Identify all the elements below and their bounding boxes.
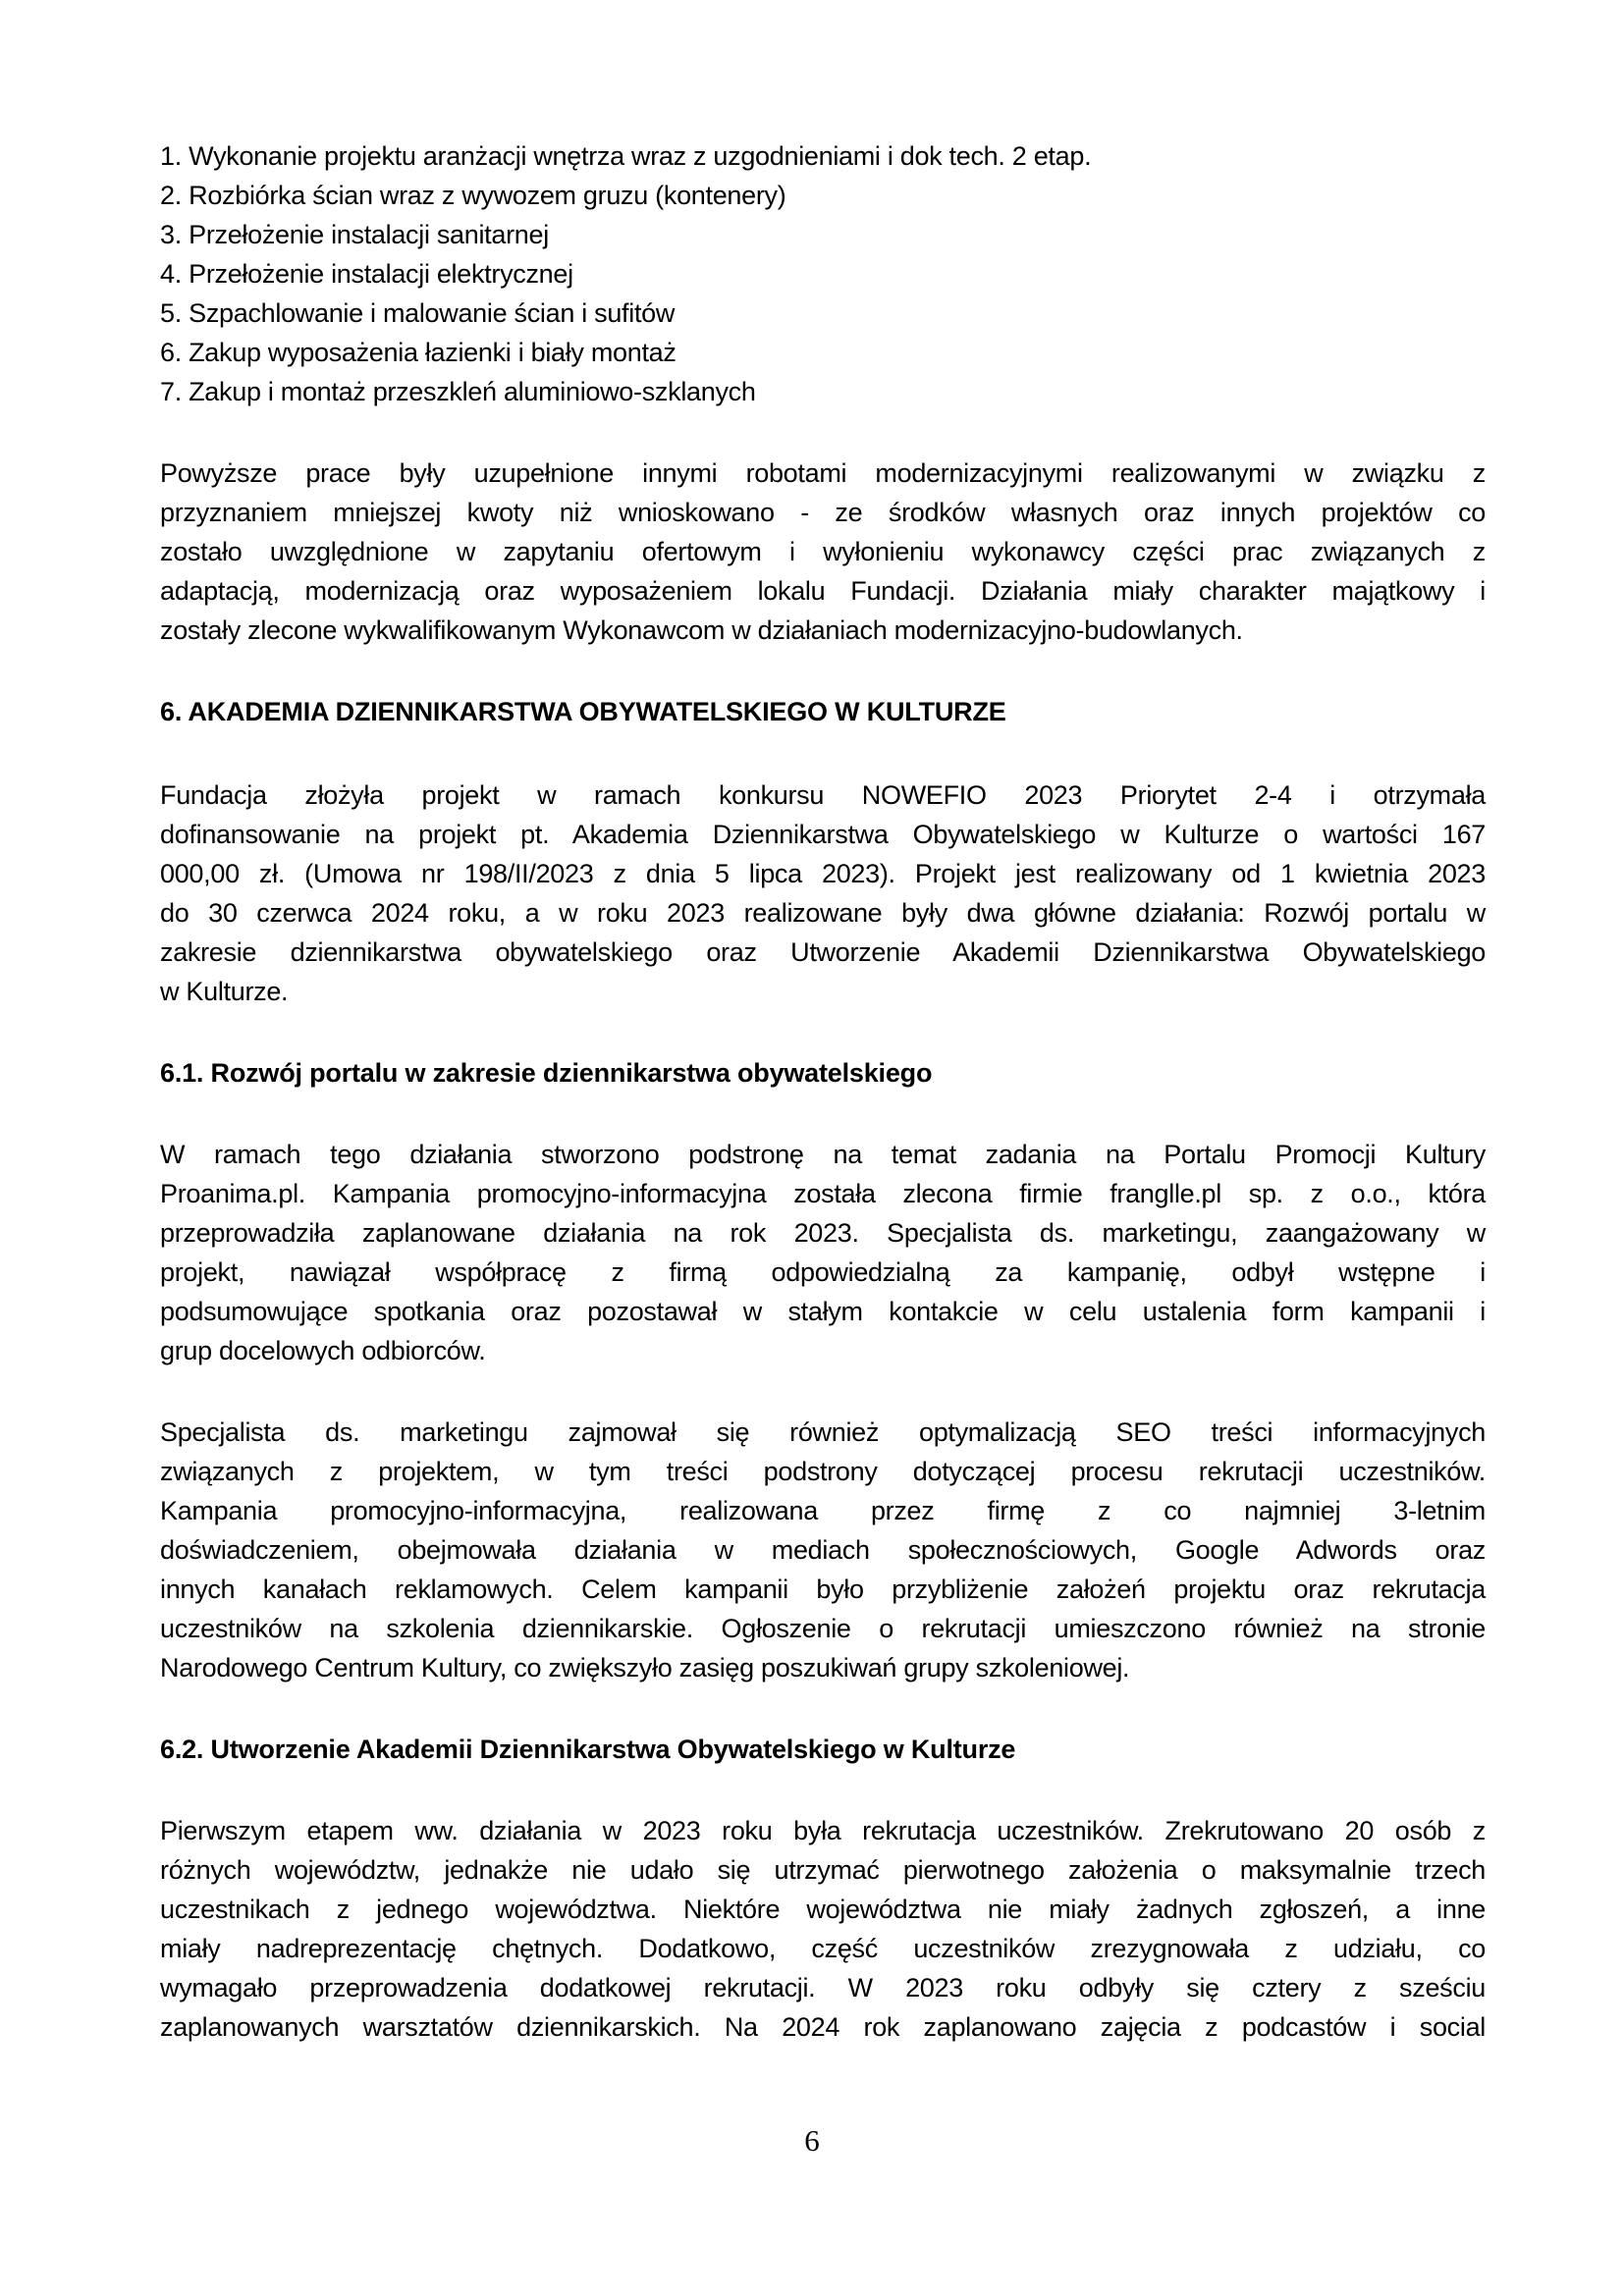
text-line: dofinansowanie na projekt pt. Akademia Dziennikarstwa Obywatelskiego w Kulturze o wartości 167 <box>160 820 1486 849</box>
text-line: Proanima.pl. Kampania promocyjno-informacyjna została zlecona firmie franglle.pl sp. z o.o., która <box>160 1179 1486 1208</box>
text-line: projekt, nawiązał współpracę z firmą odpowiedzialną za kampanię, odbył wstępne i <box>160 1257 1486 1287</box>
paragraph-powyzsze-prace <box>160 454 1486 650</box>
text-line: 4. Przełożenie instalacji elektrycznej <box>160 259 573 289</box>
text-line: 5. Szpachlowanie i malowanie ścian i sufitów <box>160 298 676 328</box>
page-number: 6 <box>804 2123 820 2158</box>
section-6-1-heading: 6.1. Rozwój portalu w zakresie dziennikarstwa obywatelskiego <box>160 1058 933 1088</box>
text-line: 1. Wykonanie projektu aranżacji wnętrza wraz z uzgodnieniami i dok tech. 2 etap. <box>160 141 1092 171</box>
text-line: uczestników na szkolenia dziennikarskie. Ogłoszenie o rekrutacji umieszczono również na stronie <box>160 1614 1486 1643</box>
text-line: Powyższe prace były uzupełnione innymi robotami modernizacyjnymi realizowanymi w związku z <box>160 458 1486 488</box>
text-line: miały nadreprezentację chętnych. Dodatkowo, część uczestników zrezygnowała z udziału, co <box>160 1934 1486 1963</box>
text-line: Specjalista ds. marketingu zajmował się również optymalizacją SEO treści informacyjnych <box>160 1417 1486 1447</box>
text-line: przeprowadziła zaplanowane działania na rok 2023. Specjalista ds. marketingu, zaangażowany w <box>160 1218 1486 1248</box>
text-line: różnych województw, jednakże nie udało się utrzymać pierwotnego założenia o maksymalnie trzech <box>160 1855 1486 1885</box>
text-line: 6. Zakup wyposażenia łazienki i biały montaż <box>160 338 677 367</box>
paragraph-fundacja-zlozyla <box>160 775 1486 1011</box>
text-line: zostało uwzględnione w zapytaniu ofertowym i wyłonieniu wykonawcy części prac związanych z <box>160 537 1486 566</box>
text-line: 3. Przełożenie instalacji sanitarnej <box>160 220 549 249</box>
paragraph-w-ramach <box>160 1135 1486 1370</box>
text-line: grup docelowych odbiorców. <box>160 1336 486 1365</box>
document-content <box>160 136 1486 2089</box>
text-line: W ramach tego działania stworzono podstronę na temat zadania na Portalu Promocji Kultury <box>160 1140 1486 1169</box>
text-line: Pierwszym etapem ww. działania w 2023 roku była rekrutacja uczestników. Zrekrutowano 20 osób z <box>160 1816 1486 1845</box>
text-line: do 30 czerwca 2024 roku, a w roku 2023 realizowane były dwa główne działania: Rozwój portalu w <box>160 898 1486 928</box>
section-6-heading: 6. AKADEMIA DZIENNIKARSTWA OBYWATELSKIEGO W KULTURZE <box>160 697 1006 726</box>
text-line: innych kanałach reklamowych. Celem kampanii było przybliżenie założeń projektu oraz rekrutacja <box>160 1575 1486 1604</box>
text-line: wymagało przeprowadzenia dodatkowej rekrutacji. W 2023 roku odbyły się cztery z sześciu <box>160 1973 1486 2002</box>
text-line: zaplanowanych warsztatów dziennikarskich. Na 2024 rok zaplanowano zajęcia z podcastów i social <box>160 2012 1486 2042</box>
paragraph-pierwszym-etapem <box>160 1811 1486 2047</box>
text-line: Narodowego Centrum Kultury, co zwiększyło zasięg poszukiwań grupy szkoleniowej. <box>160 1653 1130 1682</box>
text-line: uczestnikach z jednego województwa. Niektóre województwa nie miały żadnych zgłoszeń, a inne <box>160 1895 1486 1924</box>
text-line: 7. Zakup i montaż przeszkleń aluminiowo-szklanych <box>160 377 756 406</box>
text-line: podsumowujące spotkania oraz pozostawał w stałym kontakcie w celu ustalenia form kampanii i <box>160 1297 1486 1326</box>
text-line: zostały zlecone wykwalifikowanym Wykonawcom w działaniach modernizacyjno-budowlanych. <box>160 615 1243 645</box>
page-footer <box>0 2120 1624 2162</box>
text-line: przyznaniem mniejszej kwoty niż wnioskowano - ze środków własnych oraz innych projektów co <box>160 498 1486 527</box>
text-line: w Kulturze. <box>160 977 289 1006</box>
renovation-works-list <box>160 136 1486 411</box>
text-line: Kampania promocyjno-informacyjna, realizowana przez firmę z co najmniej 3-letnim <box>160 1496 1486 1525</box>
text-line: Fundacja złożyła projekt w ramach konkursu NOWEFIO 2023 Priorytet 2-4 i otrzymała <box>160 780 1486 810</box>
paragraph-specjalista-seo <box>160 1413 1486 1687</box>
text-line: związanych z projektem, w tym treści podstrony dotyczącej procesu rekrutacji uczestników. <box>160 1457 1486 1486</box>
text-line: 000,00 zł. (Umowa nr 198/II/2023 z dnia 5 lipca 2023). Projekt jest realizowany od 1 kwietnia 2023 <box>160 859 1486 888</box>
text-line: adaptacją, modernizacją oraz wyposażeniem lokalu Fundacji. Działania miały charakter majątkowy i <box>160 576 1486 606</box>
text-line: doświadczeniem, obejmowała działania w mediach społecznościowych, Google Adwords oraz <box>160 1535 1486 1565</box>
section-6-2-heading: 6.2. Utworzenie Akademii Dziennikarstwa Obywatelskiego w Kulturze <box>160 1735 1016 1764</box>
text-line: zakresie dziennikarstwa obywatelskiego oraz Utworzenie Akademii Dziennikarstwa Obywatelskiego <box>160 937 1486 967</box>
text-line: 2. Rozbiórka ścian wraz z wywozem gruzu (kontenery) <box>160 181 786 210</box>
